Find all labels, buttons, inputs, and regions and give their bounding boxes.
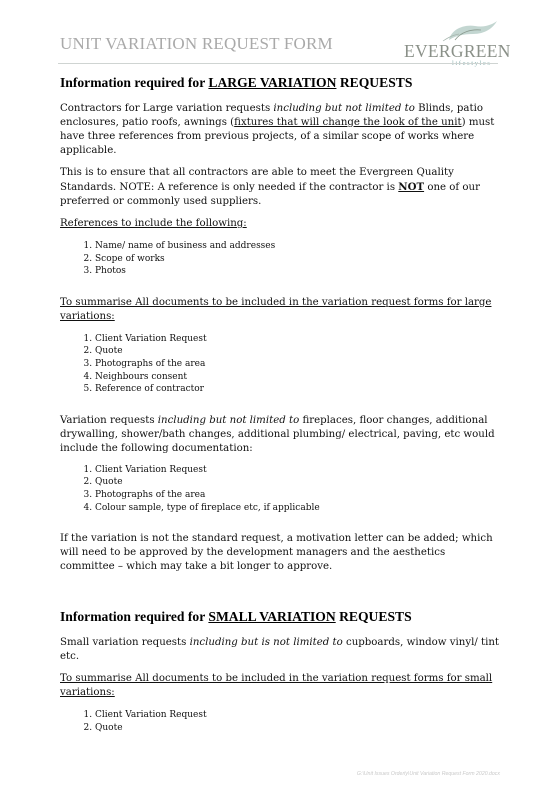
small-variation-heading: Information required for SMALL VARIATION REQUESTS	[60, 609, 412, 625]
other-docs-list	[60, 464, 500, 514]
list-item: 2. Quote	[95, 345, 500, 358]
header-divider	[58, 63, 498, 64]
small-variations-paragraph: Small variation requests including but is not limited to cupboards, window vinyl/ tint etc.	[60, 637, 500, 663]
large-variation-heading: Information required for LARGE VARIATION REQUESTS	[60, 75, 413, 90]
list-item: 3. Photographs of the area	[95, 489, 500, 502]
small-summary-list	[60, 709, 500, 734]
list-item: 1. Client Variation Request	[95, 709, 500, 722]
small-summary-heading: To summarise All documents to be included in the variation request forms for small variations:	[60, 673, 493, 699]
logo-wordmark: EVERGREEN	[404, 41, 511, 61]
leaf-icon	[441, 20, 499, 42]
large-summary-list	[60, 333, 500, 396]
list-item: 3. Photographs of the area	[95, 358, 500, 371]
list-item: 3. Photos	[95, 265, 500, 278]
list-item: 2. Quote	[95, 476, 500, 489]
document-body	[60, 75, 500, 734]
quality-standards-paragraph: This is to ensure that all contractors are able to meet the Evergreen Quality Standards. NOTE: A reference is only needed if the contractor is NOT one of our preferred or commonly used suppliers.	[60, 167, 480, 207]
large-summary-heading: To summarise All documents to be included in the variation request forms for large variations:	[60, 296, 492, 322]
evergreen-logo	[404, 20, 511, 68]
list-item: 2. Scope of works	[95, 253, 500, 266]
list-item: 1. Client Variation Request	[95, 333, 500, 346]
list-item: 5. Reference of contractor	[95, 383, 500, 396]
list-item: 1. Client Variation Request	[95, 464, 500, 477]
references-heading: References to include the following:	[60, 218, 247, 229]
form-title: UNIT VARIATION REQUEST FORM	[60, 34, 333, 53]
other-variations-paragraph: Variation requests including but not limited to fireplaces, floor changes, additional drywalling, shower/bath changes, additional plumbing/ electrical, paving, etc would include the following documentation:	[60, 414, 495, 454]
motivation-paragraph: If the variation is not the standard request, a motivation letter can be added; which will need to be approved by the development managers and the aesthetics committee – which may take a bit longer to approve.	[60, 533, 493, 573]
list-item: 2. Quote	[95, 722, 500, 735]
list-item: 1. Name/ name of business and addresses	[95, 240, 500, 253]
footer-file-path: G:\Unit Issues Orderly\Unit Variation Request Form 2020.docx	[356, 771, 500, 777]
list-item: 4. Colour sample, type of fireplace etc, if applicable	[95, 502, 500, 515]
large-contractor-paragraph: Contractors for Large variation requests including but not limited to Blinds, patio enclosures, patio roofs, awnings (fixtures that will change the look of the unit) must have three references from previous projects, of a similar scope of works where applicable.	[60, 103, 495, 156]
references-list	[60, 240, 500, 278]
list-item: 4. Neighbours consent	[95, 371, 500, 384]
